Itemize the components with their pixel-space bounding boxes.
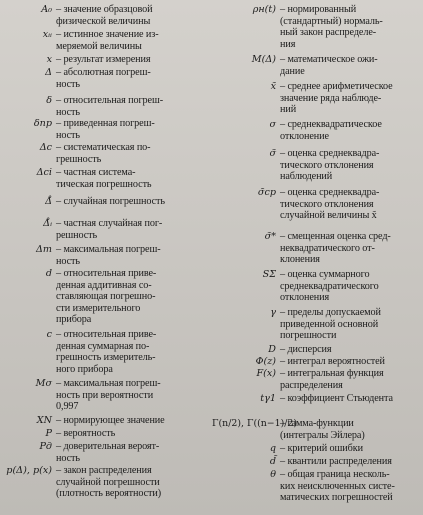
entry-definition: – оценка среднеквадра- тического отклонения наблюдений	[280, 148, 380, 183]
entry-definition: – закон распределения случайной погрешности (плотность вероятности)	[56, 465, 162, 500]
entry-symbol: σ̃ср	[257, 187, 276, 198]
entry-symbol: δпр	[33, 118, 52, 129]
entry-definition: – систематическая по- грешность	[56, 142, 151, 165]
gamma-function-symbol: Γ(n/2), Γ((n−1)/2)	[212, 418, 298, 429]
entry-symbol: D	[268, 344, 276, 355]
entry-symbol: d̃	[269, 456, 276, 467]
entry-symbol: tγ1	[260, 393, 276, 404]
entry-definition: – среднеквадратическое отклонение	[280, 119, 382, 142]
entry-definition: – частная случайная пог- решность	[56, 218, 163, 241]
entry-definition: – максимальная погреш- ность	[56, 244, 161, 267]
entry-definition: – максимальная погреш- ность при вероятности 0,997	[56, 378, 161, 413]
entry-symbol: XN	[36, 415, 52, 426]
entry-symbol: Φ(z)	[255, 356, 276, 367]
entry-definition: – квантили распределения	[280, 456, 392, 467]
entry-symbol: xᵢᵢ	[42, 29, 52, 40]
entry-symbol: σ̃	[269, 148, 276, 159]
entry-definition: – приведенная погреш- ность	[56, 118, 155, 141]
entry-definition: – истинное значение из- меряемой величины	[56, 29, 159, 52]
entry-definition: – гамма-функции (интегралы Эйлера)	[280, 418, 365, 441]
entry-definition: – смещенная оценка сред- неквадратического от- клонения	[280, 231, 391, 266]
entry-definition: – оценка среднеквадра- тического отклонения случайной величины x̃	[280, 187, 380, 222]
entry-definition: – относительная приве- денная суммарная по- грешность измеритель- ного прибора	[56, 329, 157, 375]
entry-definition: – интегральная функция распределения	[280, 368, 384, 391]
entry-definition: – нормированный (стандартный) нормаль- ный закон распределе- ния	[280, 4, 383, 50]
entry-definition: – вероятность	[56, 428, 116, 439]
entry-symbol: θ	[270, 469, 276, 480]
entry-symbol: x̃	[270, 81, 276, 92]
entry-symbol: q	[269, 443, 276, 454]
entry-symbol: δ	[46, 95, 52, 106]
entry-symbol: c	[46, 329, 52, 340]
entry-symbol: ρн(t)	[252, 4, 276, 15]
entry-definition: – нормирующее значение	[56, 415, 165, 426]
entry-symbol: γ	[270, 307, 276, 318]
entry-definition: – оценка суммарного среднеквадратического отклонения	[280, 269, 379, 304]
entry-symbol: M(Δ)	[251, 54, 276, 65]
entry-symbol: σ̃*	[264, 231, 276, 242]
entry-definition: – дисперсия	[280, 344, 332, 355]
entry-definition: – значение образцовой физической величины	[56, 4, 153, 27]
entry-definition: – интеграл вероятностей	[280, 356, 385, 367]
entry-symbol: Δсі	[36, 167, 52, 178]
entry-symbol: Δ̊	[45, 196, 52, 207]
entry-definition: – среднее арифметическое значение ряда наблюде- ний	[280, 81, 393, 116]
entry-definition: – критерий ошибки	[280, 443, 363, 454]
entry-symbol: Δ̊ᵢ	[43, 218, 52, 229]
entry-symbol: d	[45, 268, 52, 279]
entry-definition: – общая граница несколь- ких неисключенных систе- матических погрешностей	[280, 469, 395, 504]
entry-definition: – доверительная вероят- ность	[56, 441, 160, 464]
entry-symbol: x	[46, 54, 52, 65]
entry-symbol: Δс	[39, 142, 52, 153]
entry-symbol: SΣ	[262, 269, 276, 280]
entry-symbol: σ	[269, 119, 276, 130]
entry-symbol: Δm	[35, 244, 52, 255]
entry-symbol: Δ	[45, 67, 52, 78]
entry-symbol: Mσ	[35, 378, 52, 389]
entry-symbol: P	[45, 428, 52, 439]
entry-definition: – случайная погрешность	[56, 196, 165, 207]
entry-definition: – коэффициент Стьюдента	[280, 393, 393, 404]
entry-definition: – относительная погреш- ность	[56, 95, 164, 118]
entry-symbol: A₀	[41, 4, 52, 15]
entry-symbol: F(x)	[256, 368, 276, 379]
entry-definition: – относительная приве- денная аддитивная со- ставляющая погрешно- сти измерительного прибора	[56, 268, 157, 326]
entry-definition: – результат измерения	[56, 54, 151, 65]
entry-definition: – пределы допускаемой приведенной основной погрешности	[280, 307, 381, 342]
entry-symbol: p(Δ), p(x)	[6, 465, 52, 476]
entry-definition: – частная система- тическая погрешность	[56, 167, 152, 190]
entry-definition: – абсолютная погреш- ность	[56, 67, 151, 90]
entry-definition: – математическое ожи- дание	[280, 54, 378, 77]
entry-symbol: Pд	[39, 441, 52, 452]
